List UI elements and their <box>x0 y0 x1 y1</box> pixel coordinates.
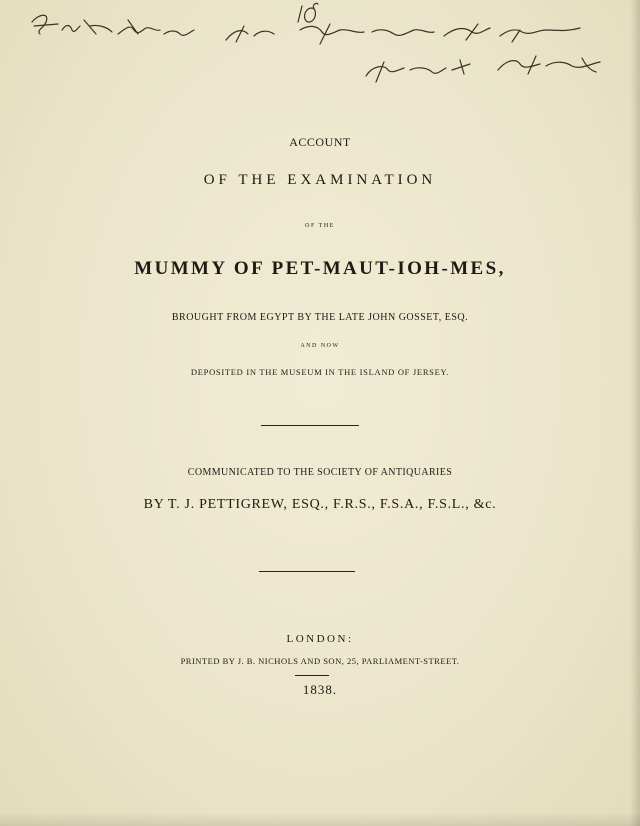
title-of-the: OF THE <box>305 223 335 229</box>
page-bottom-shadow <box>0 812 640 826</box>
imprint-printer: PRINTED BY J. B. NICHOLS AND SON, 25, PARLIAMENT-STREET. <box>180 656 460 666</box>
divider-rule-top <box>261 425 359 426</box>
subtitle-brought: BROUGHT FROM EGYPT BY THE LATE JOHN GOSSET, ESQ. <box>171 312 469 323</box>
author-line: BY T. J. PETTIGREW, ESQ., F.R.S., F.S.A., F.S.L., &c. <box>143 497 497 512</box>
imprint-city: LONDON: <box>286 633 354 645</box>
subtitle-deposited: DEPOSITED IN THE MUSEUM IN THE ISLAND OF JERSEY. <box>190 367 450 377</box>
handwritten-inscription <box>0 0 640 100</box>
title-account: ACCOUNT <box>289 135 351 149</box>
title-mummy: MUMMY OF PET-MAUT-IOH-MES, <box>134 258 506 279</box>
communicated-line: COMMUNICATED TO THE SOCIETY OF ANTIQUARIES <box>187 467 453 478</box>
imprint-year: 1838. <box>302 682 338 697</box>
subtitle-and-now: AND NOW <box>300 343 340 349</box>
title-examination: OF THE EXAMINATION <box>203 172 437 188</box>
divider-rule-short <box>295 675 329 676</box>
divider-rule-middle <box>259 571 355 572</box>
page-edge-shadow <box>630 0 640 826</box>
